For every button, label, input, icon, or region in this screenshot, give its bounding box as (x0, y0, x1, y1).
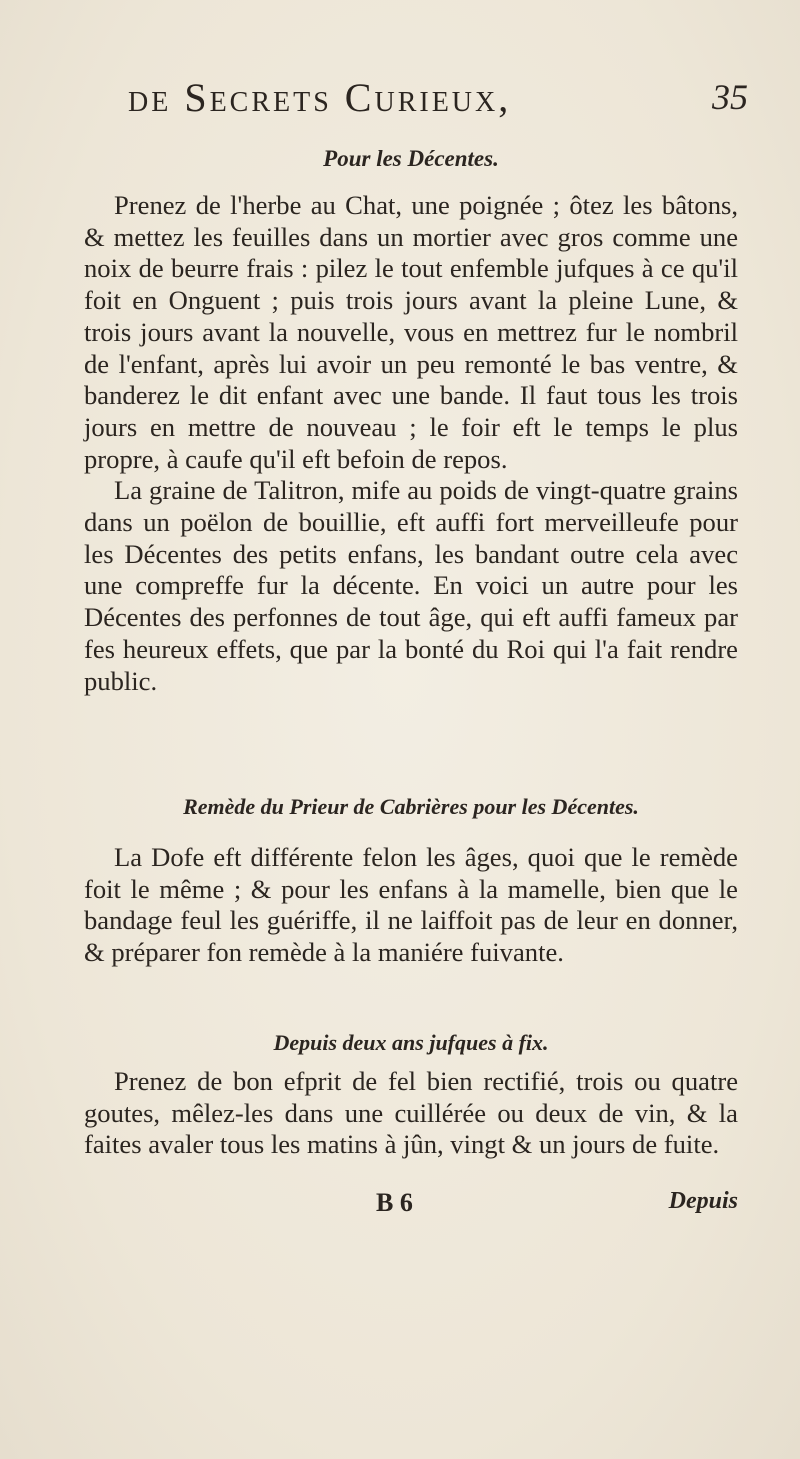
running-title: de Secrets Curieux, (128, 75, 512, 120)
paragraph-herbe-au-chat: Prenez de l'herbe au Chat, une poignée ; ôtez les bâtons, & mettez les feuilles dans un mortier avec gros comme une noix de beurre frais : pilez le tout enfemble jufques à ce qu'il foit en Onguent ; puis trois jours avant la pleine Lune, & trois jours avant la nouvelle, vous en mettrez fur le nombril de l'enfant, après lui avoir un peu remonté le bas ventre, & banderez le dit enfant avec une bande. Il faut tous les trois jours en mettre de nouveau ; le foir eft le temps le plus propre, à caufe qu'il eft befoin de repos. (84, 190, 738, 474)
paragraph-dose: La Dofe eft différente felon les âges, quoi que le remède foit le même ; & pour les enfans à la mamelle, bien que le bandage feul les guériffe, il ne laiffoit pas de leur en donner, & préparer fon remède à la maniére fuivante. (84, 842, 738, 968)
signature-mark: B 6 (376, 1188, 413, 1217)
catchword: Depuis (668, 1188, 738, 1214)
section-remede-prieur (84, 792, 738, 969)
section-deux-a-six-ans (84, 1028, 738, 1161)
page-number: 35 (712, 77, 748, 117)
page-header (128, 74, 748, 126)
section-heading: Pour les Décentes. (323, 146, 499, 171)
paragraph-talitron: La graine de Talitron, mife au poids de vingt-quatre grains dans un poëlon de bouillie, eft auffi fort merveilleufe pour les Décentes des petits enfans, les bandant outre cela avec une compreffe fur la décente. En voici un autre pour les Décentes des perfonnes de tout âge, qui eft auffi fameux par fes heureux effets, que par la bonté du Roi qui l'a fait rendre public. (84, 475, 738, 696)
section-decentes (84, 144, 738, 697)
section-heading: Remède du Prieur de Cabrières pour les Décentes. (183, 794, 639, 819)
page-footer (84, 1188, 738, 1228)
section-heading: Depuis deux ans jufques à fix. (273, 1030, 549, 1055)
paragraph-esprit-de-sel: Prenez de bon efprit de fel bien rectifié, trois ou quatre goutes, mêlez-les dans une cuillérée ou deux de vin, & la faites avaler tous les matins à jûn, vingt & un jours de fuite. (84, 1066, 738, 1160)
